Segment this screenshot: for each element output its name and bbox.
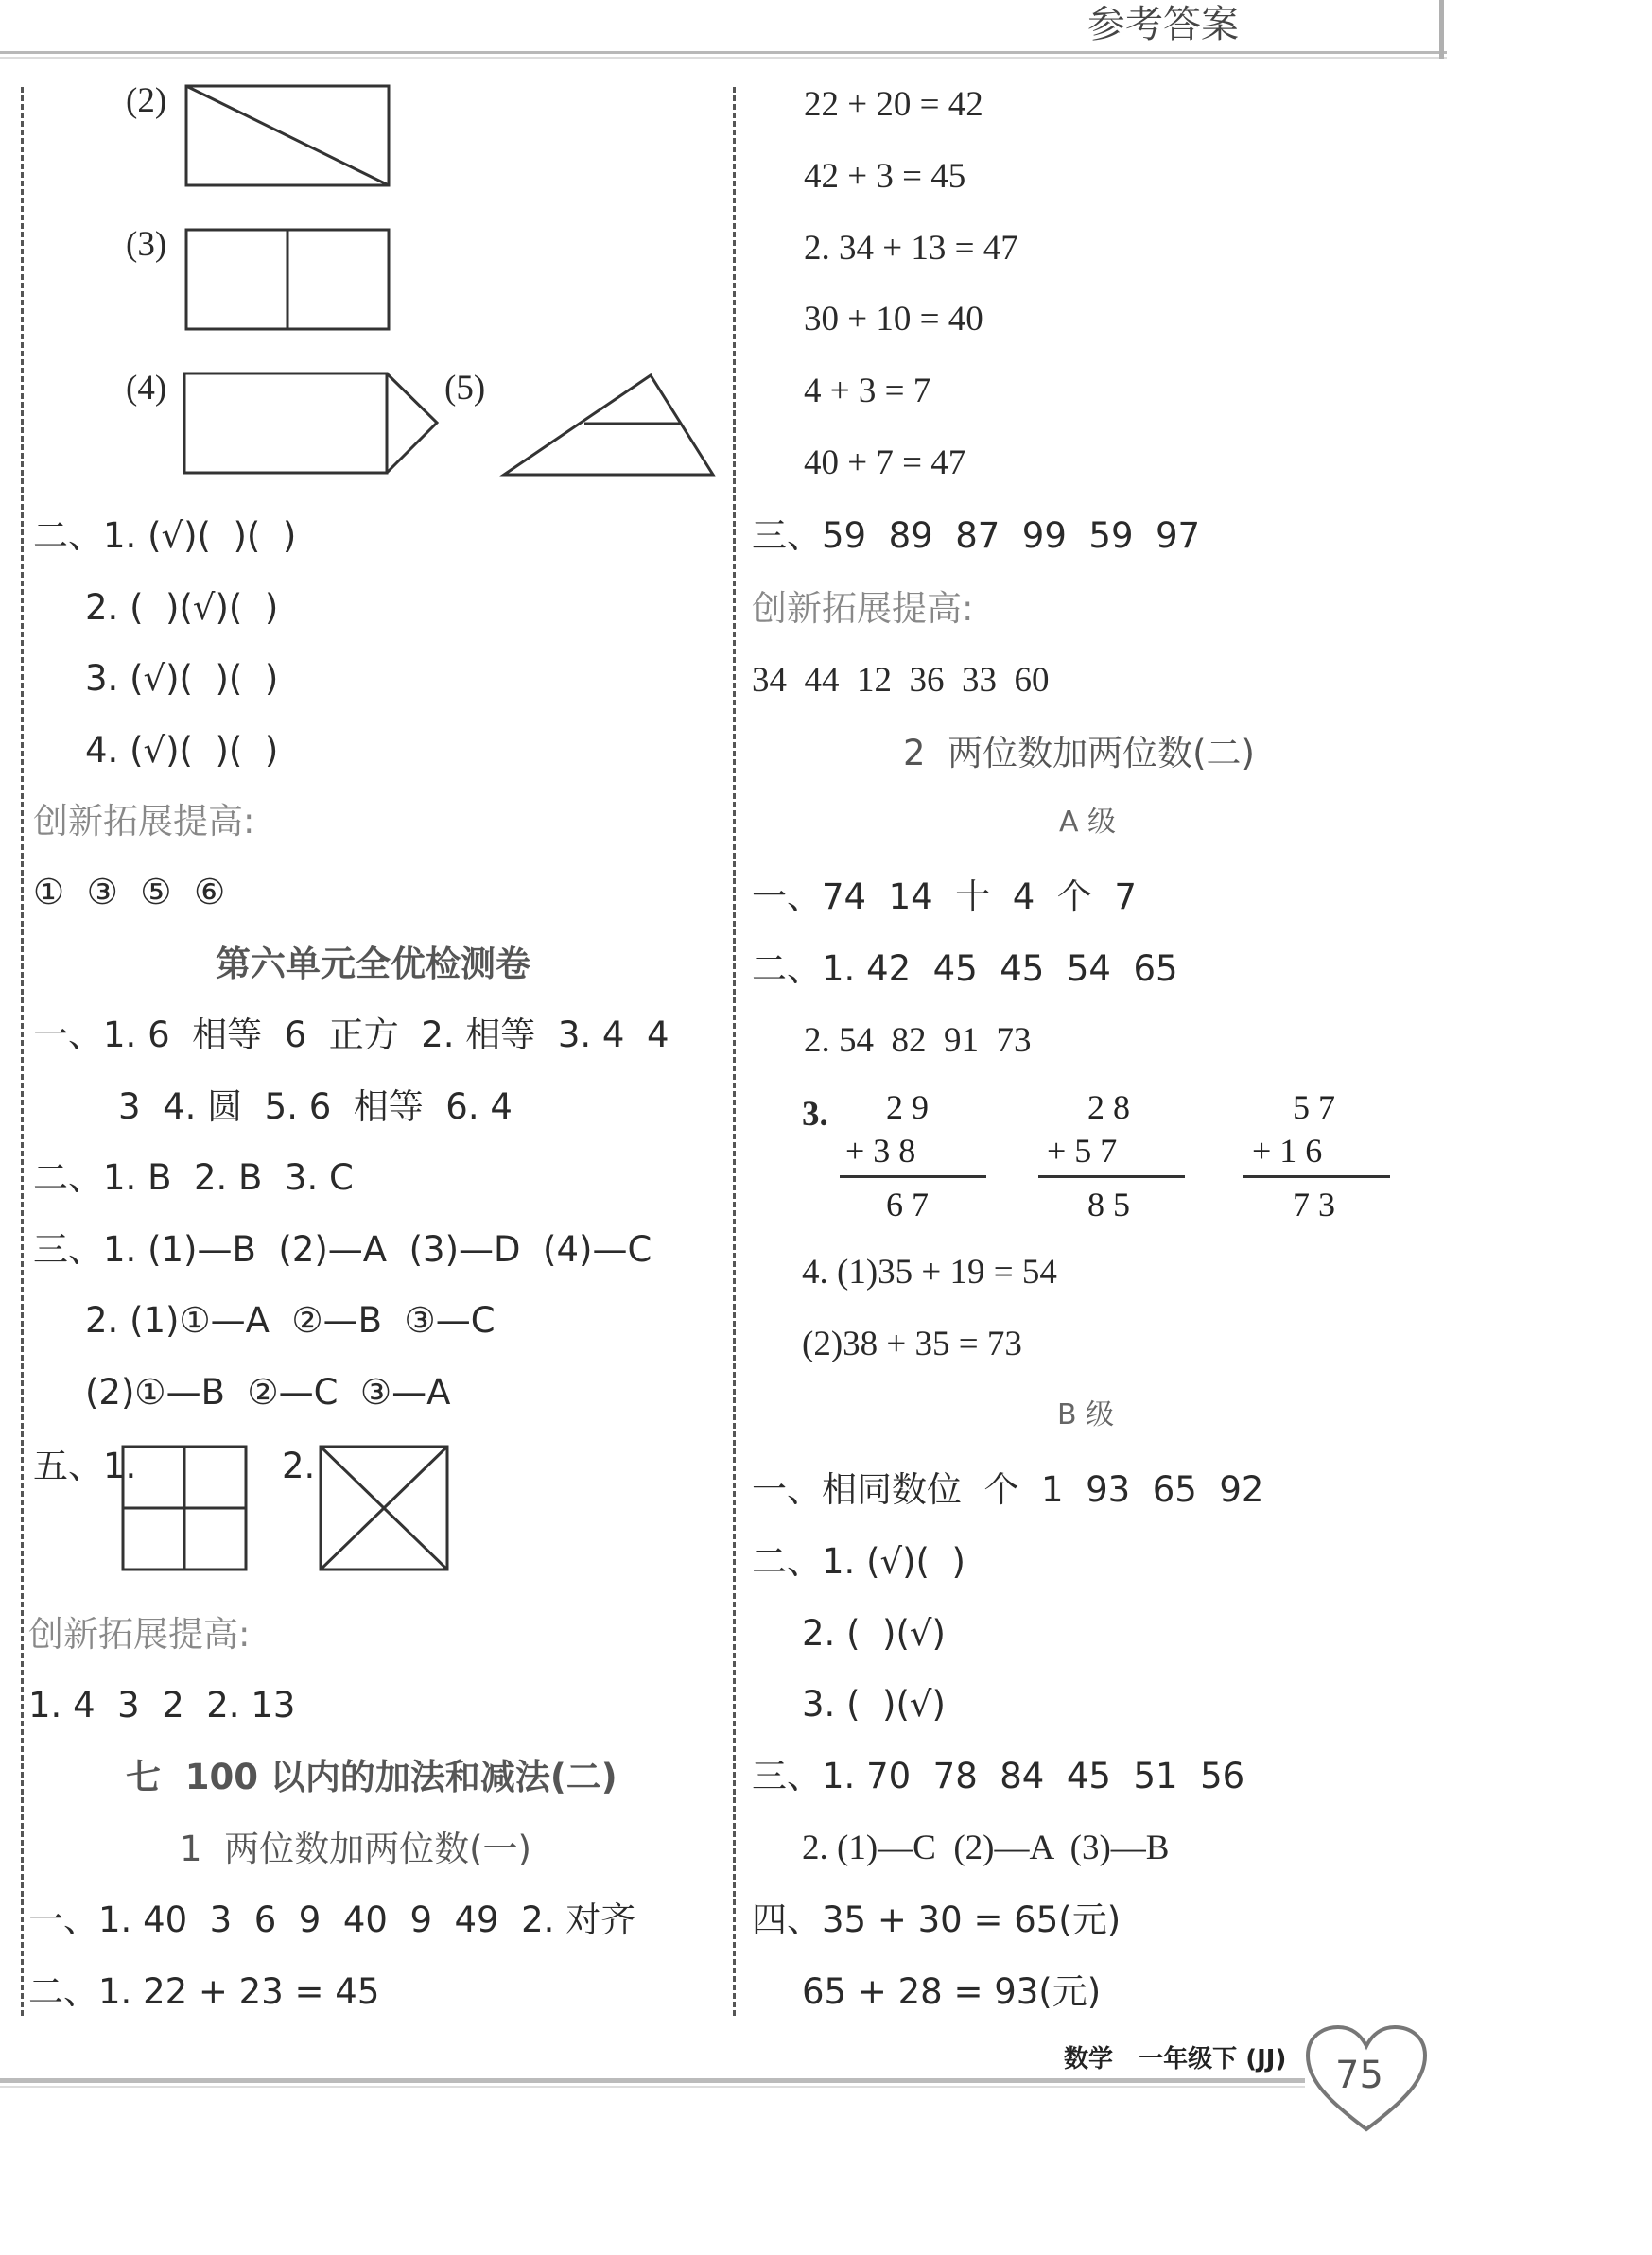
level-b-q4-2: 65 + 28 = 93(元) <box>802 1971 1102 2012</box>
unit6-q5-2-label: 2. <box>282 1446 316 1486</box>
vertical-add-1-result: 6 7 <box>886 1186 929 1223</box>
figure-3-label: (3) <box>126 225 167 264</box>
level-b-q2-3: 3. ( )(√) <box>802 1684 946 1725</box>
chapter7-q2: 二、1. 22 + 23 = 45 <box>28 1971 380 2012</box>
figure-2-label: (2) <box>126 81 167 120</box>
chapter7-q1: 一、1. 40 3 6 9 40 9 49 2. 对齐 <box>28 1899 636 1940</box>
level-b-label: B 级 <box>1057 1398 1115 1431</box>
unit6-q5-2-square-diagonals <box>318 1444 450 1572</box>
figure-2-rectangle-diagonal <box>183 83 391 189</box>
vertical-add-2-mid: + 5 7 <box>1047 1132 1118 1170</box>
right-line-4: 30 + 10 = 40 <box>804 300 983 338</box>
unit6-q2: 二、1. B 2. B 3. C <box>33 1157 354 1198</box>
right-line-1: 22 + 20 = 42 <box>804 85 983 124</box>
figure-4-pentagon <box>182 371 446 477</box>
chapter7-title: 七 100 以内的加法和减法(二) <box>126 1757 617 1797</box>
level-b-q1: 一、相同数位 个 1 93 65 92 <box>752 1469 1264 1510</box>
section2-q3: 3. (√)( )( ) <box>85 658 279 699</box>
extension-answer-3: 34 44 12 36 33 60 <box>752 661 1050 700</box>
page-header <box>0 0 1447 59</box>
vertical-add-1-mid: + 3 8 <box>845 1132 916 1170</box>
footer-subject <box>1064 2039 1286 2074</box>
right-line-5: 4 + 3 = 7 <box>804 372 931 410</box>
figure-3-rectangle-split <box>183 227 391 333</box>
vertical-add-3-mid: + 1 6 <box>1252 1132 1323 1170</box>
unit6-q1-line2: 3 4. 圆 5. 6 相等 6. 4 <box>118 1086 513 1127</box>
figure-5-triangle <box>499 371 719 479</box>
vertical-add-3-rule <box>1243 1175 1390 1178</box>
vertical-add-2-result: 8 5 <box>1087 1186 1130 1223</box>
extension-heading-2: 创新拓展提高: <box>28 1614 251 1655</box>
level-a-label: A 级 <box>1059 806 1117 839</box>
figure-4-label: (4) <box>126 369 167 408</box>
right-section3: 三、59 89 87 99 59 97 <box>752 515 1201 556</box>
level-a-q2-2: 2. 54 82 91 73 <box>804 1021 1032 1060</box>
level-b-q2-2: 2. ( )(√) <box>802 1613 946 1654</box>
extension-heading-3: 创新拓展提高: <box>752 588 974 629</box>
level-a-q2-4-line2: (2)38 + 35 = 73 <box>802 1325 1022 1363</box>
extension-heading-1: 创新拓展提高: <box>33 801 255 841</box>
section2-q1: 二、1. (√)( )( ) <box>33 515 297 556</box>
right-line-6: 40 + 7 = 47 <box>804 443 966 482</box>
level-b-q3-1: 三、1. 70 78 84 45 51 56 <box>752 1756 1245 1796</box>
level-a-q2-3-label: 3. <box>802 1095 828 1134</box>
page-number: 75 <box>1335 2054 1383 2097</box>
unit6-q5-1-square-quarters <box>120 1444 249 1572</box>
unit6-q5-1-label: 五、1. <box>33 1446 137 1486</box>
level-a-q2-4-line1: 4. (1)35 + 19 = 54 <box>802 1253 1057 1292</box>
header-rule <box>0 51 1447 54</box>
level-b-q4-1: 四、35 + 30 = 65(元) <box>752 1899 1122 1940</box>
header-bracket <box>1439 0 1444 59</box>
vertical-add-2-top: 2 8 <box>1087 1088 1130 1126</box>
section2-q2: 2. ( )(√)( ) <box>85 587 279 628</box>
extension-answer-1: ① ③ ⑤ ⑥ <box>33 872 226 912</box>
vertical-add-3-result: 7 3 <box>1293 1186 1335 1223</box>
level-b-q3-2: 2. (1)—C (2)—A (3)—B <box>802 1829 1170 1867</box>
chapter7-subtitle: 1 两位数加两位数(一) <box>180 1829 531 1869</box>
unit6-q1-line1: 一、1. 6 相等 6 正方 2. 相等 3. 4 4 <box>33 1015 669 1055</box>
vertical-add-3-top: 5 7 <box>1293 1088 1335 1126</box>
figure-5-label: (5) <box>444 369 486 408</box>
level-b-q2-1: 二、1. (√)( ) <box>752 1541 965 1582</box>
left-margin-divider <box>21 87 24 2016</box>
right-line-2: 42 + 3 = 45 <box>804 157 966 196</box>
footer-subject-text: 数学 <box>1064 2045 1114 2073</box>
unit6-q3-line3: (2)①—B ②—C ③—A <box>85 1372 451 1413</box>
section2-q4: 4. (√)( )( ) <box>85 730 279 771</box>
level-a-q2-1: 二、1. 42 45 45 54 65 <box>752 948 1178 989</box>
unit6-q3-line1: 三、1. (1)—B (2)—A (3)—D (4)—C <box>33 1229 652 1270</box>
header-title: 参考答案 <box>1087 3 1239 46</box>
footer-grade-text: 一年级下 (JJ) <box>1139 2045 1287 2073</box>
header-rule-thin <box>0 57 1447 59</box>
footer-rule <box>0 2078 1305 2083</box>
level-a-q1: 一、74 14 十 4 个 7 <box>752 876 1137 917</box>
unit6-title: 第六单元全优检测卷 <box>216 944 530 984</box>
column-divider <box>733 87 736 2016</box>
footer-rule-thin <box>0 2086 1305 2088</box>
unit6-q3-line2: 2. (1)①—A ②—B ③—C <box>85 1300 496 1341</box>
vertical-add-1-top: 2 9 <box>886 1088 929 1126</box>
right-line-3: 2. 34 + 13 = 47 <box>804 229 1018 268</box>
section2-title: 2 两位数加两位数(二) <box>903 733 1255 773</box>
vertical-add-1-rule <box>840 1175 986 1178</box>
extension-answer-2: 1. 4 3 2 2. 13 <box>28 1685 296 1726</box>
vertical-add-2-rule <box>1038 1175 1185 1178</box>
